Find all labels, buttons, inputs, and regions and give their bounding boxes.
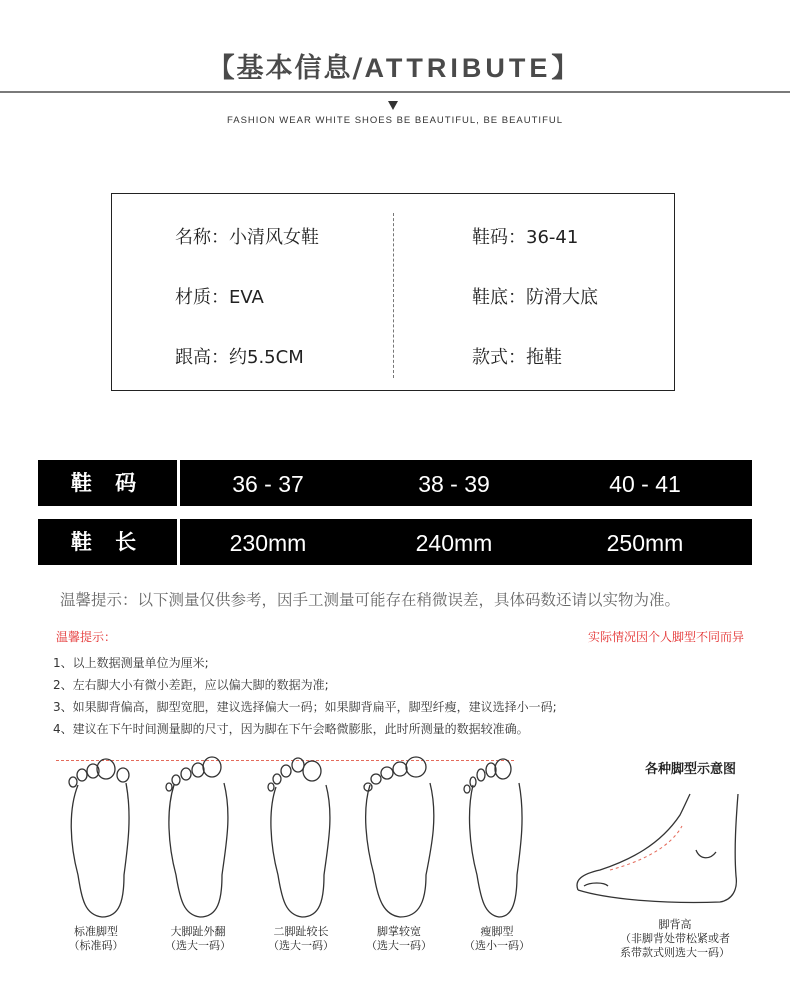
row-separator bbox=[177, 519, 180, 565]
foot-type-caption bbox=[46, 925, 146, 953]
section-title bbox=[0, 46, 790, 85]
length-cell: 230mm bbox=[229, 530, 307, 556]
foot-type-name: 大脚趾外翻 bbox=[170, 925, 226, 938]
size-header: 鞋 码 bbox=[70, 471, 145, 495]
length-row bbox=[38, 519, 752, 565]
narrow-foot-icon bbox=[457, 755, 537, 923]
product-style: 款式：拖鞋 bbox=[472, 347, 562, 368]
tip-note: 1、以上数据测量单位为厘米; bbox=[53, 656, 209, 670]
size-cell: 38 - 39 bbox=[418, 471, 490, 497]
foot-type-advice: （标准码） bbox=[68, 939, 124, 952]
section-title-cn: 【基本信息/ bbox=[207, 53, 365, 84]
tip-note: 4、建议在下午时间测量脚的尺寸，因为脚在下午会略微膨胀，此时所测量的数据较准确。 bbox=[53, 722, 529, 736]
tips-title: 温馨提示： bbox=[56, 630, 117, 644]
row-separator bbox=[177, 460, 180, 506]
product-name: 名称：小清风女鞋 bbox=[175, 227, 319, 248]
side-foot-advice: 系带款式则选大一码） bbox=[620, 946, 730, 959]
section-title-en: ATTRIBUTE】 bbox=[364, 53, 583, 83]
foot-type-advice: （选大一码） bbox=[165, 939, 231, 952]
bunion-foot-icon bbox=[160, 755, 240, 923]
tip-note: 2、左右脚大小有微小差距，应以偏大脚的数据为准; bbox=[53, 678, 329, 692]
foot-type-caption bbox=[251, 925, 351, 953]
foot-type-name: 瘦脚型 bbox=[480, 925, 514, 938]
down-arrow-icon bbox=[388, 101, 398, 110]
foot-type-caption bbox=[447, 925, 547, 953]
side-foot-advice: （非脚背处带松紧或者 bbox=[620, 932, 730, 945]
high-instep-foot-icon bbox=[570, 790, 750, 910]
tip-note: 3、如果脚背偏高，脚型宽肥，建议选择偏大一码；如果脚背扁平，脚型纤瘦，建议选择小一码; bbox=[53, 700, 557, 714]
side-foot-name: 脚背高 bbox=[658, 918, 692, 931]
foot-type-name: 脚掌较宽 bbox=[377, 925, 421, 938]
product-size-range: 鞋码：36-41 bbox=[472, 227, 579, 248]
foot-type-advice: （选小一码） bbox=[464, 939, 530, 952]
side-foot-caption bbox=[600, 918, 750, 960]
size-cell: 40 - 41 bbox=[609, 471, 681, 497]
foot-type-advice: （选大一码） bbox=[366, 939, 432, 952]
foot-type-advice: （选大一码） bbox=[268, 939, 334, 952]
size-cell: 36 - 37 bbox=[232, 471, 304, 497]
size-row bbox=[38, 460, 752, 506]
header-divider bbox=[0, 91, 790, 93]
foot-types-title: 各种脚型示意图 bbox=[645, 762, 737, 777]
measurement-tip: 温馨提示：以下测量仅供参考，因手工测量可能存在稍微误差，具体码数还请以实物为准。 bbox=[60, 591, 681, 609]
foot-type-name: 标准脚型 bbox=[74, 925, 118, 938]
length-cell: 250mm bbox=[606, 530, 684, 556]
tips-right-note: 实际情况因个人脚型不同而异 bbox=[587, 630, 744, 644]
standard-foot-icon bbox=[60, 755, 140, 923]
length-header: 鞋 长 bbox=[70, 530, 145, 554]
product-sole: 鞋底：防滑大底 bbox=[472, 287, 598, 308]
attribute-divider bbox=[393, 213, 394, 378]
foot-type-caption bbox=[349, 925, 449, 953]
product-heel: 跟高：约5.5CM bbox=[175, 347, 304, 368]
foot-type-caption bbox=[148, 925, 248, 953]
foot-type-name: 二脚趾较长 bbox=[273, 925, 329, 938]
long-second-toe-foot-icon bbox=[262, 755, 342, 923]
section-subtitle: FASHION WEAR WHITE SHOES BE BEAUTIFUL, BE BEAUTIFUL bbox=[226, 115, 564, 126]
product-material: 材质：EVA bbox=[175, 287, 264, 308]
wide-foot-icon bbox=[360, 755, 440, 923]
length-cell: 240mm bbox=[415, 530, 493, 556]
